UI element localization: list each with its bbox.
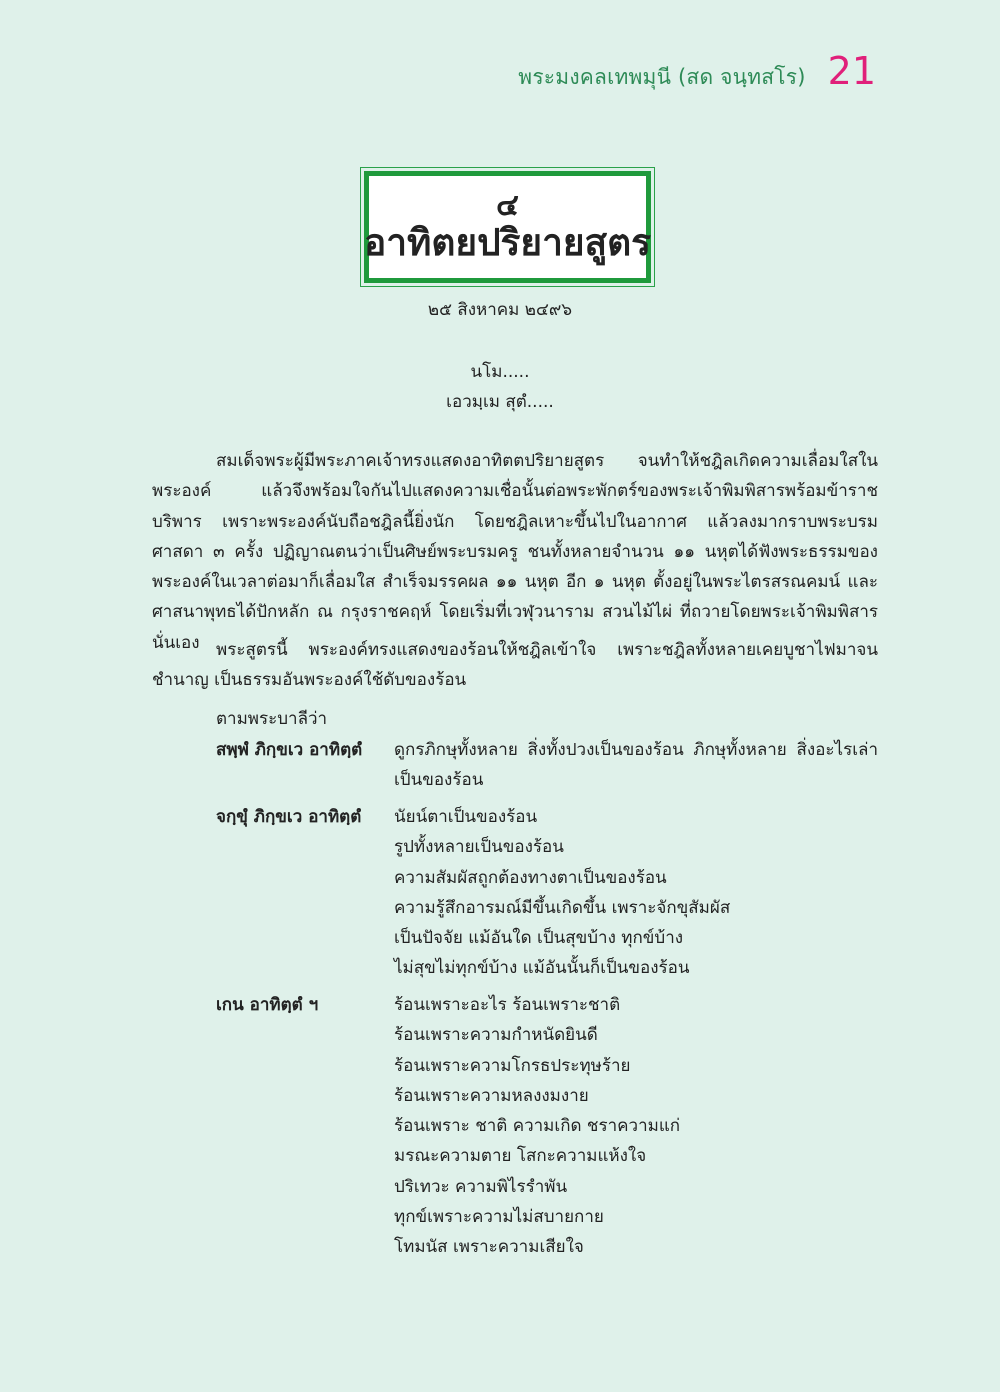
verse-block-2 [216,802,878,990]
verse-line: นัยน์ตาเป็นของร้อน [394,807,538,827]
chapter-title: อาทิตยปริยายสูตร [363,221,652,265]
verse-pali: เกน อาทิตฺตํ ฯ [216,995,319,1015]
running-title: พระมงคลเทพมุนี (สด จนฺทสโร) [518,65,806,89]
paragraph-1: สมเด็จพระผู้มีพระภาคเจ้าทรงแสดงอาทิตตปริยายสูตร จนทำให้ชฎิลเกิดความเลื่อมใสในพระองค์ แล้วจึงพร้อมใจกันไปแสดงความเชื่อนั้นต่อพระพักตร์ของพระเจ้าพิมพิสารพร้อมข้าราชบริพาร เพราะพระองค์นับถือชฎิลนี้ยิ่งนัก โดยชฎิลเหาะขึ้นไปในอากาศ แล้วลงมากราบพระบรมศาสดา ๓ ครั้ง ปฏิญาณตนว่าเป็นศิษย์พระบรมครู ชนทั้งหลายจำนวน ๑๑ นหุตได้ฟังพระธรรมของพระองค์ในเวลาต่อมาก็เลื่อมใส สำเร็จมรรคผล ๑๑ นหุต อีก ๑ นหุต ตั้งอยู่ในพระไตรสรณคมน์ และศาสนาพุทธได้ปักหลัก ณ กรุงราชคฤห์ โดยเริ่มที่เวฬุวนาราม สวนไม้ไผ่ ที่ถวายโดยพระเจ้าพิมพิสารนั่นเอง [152,451,878,653]
invocation-namo: นโม..... [470,362,530,382]
verse-translation [394,735,878,796]
verse-line: รูปทั้งหลายเป็นของร้อน [394,837,564,858]
verse-block-1 [216,735,878,802]
page-number: 21 [827,49,876,93]
verse-line: ดูกรภิกษุทั้งหลาย สิ่งทั้งปวงเป็นของร้อน ภิกษุทั้งหลาย สิ่งอะไรเล่าเป็นของร้อน [394,740,878,791]
verse-pali: จกฺขุํ ภิกฺขเว อาทิตฺตํ [216,807,362,827]
pali-intro: ตามพระบาลีว่า [216,709,328,729]
verse-line: โทมนัส เพราะความเสียใจ [394,1237,584,1258]
verse-translation [394,990,878,1263]
verse-pali: สพฺพํ ภิกฺขเว อาทิตฺตํ [216,740,363,760]
verse-translation [394,802,878,984]
running-header [518,49,876,94]
verse-line: ความสัมผัสถูกต้องทางตาเป็นของร้อน [394,867,667,888]
verse-line: ไม่สุขไม่ทุกข์บ้าง แม้อันนั้นก็เป็นของร้อน [394,958,690,979]
verse-line: ร้อนเพราะ ชาติ ความเกิด ชราความแก่ [394,1116,681,1137]
verse-line: ร้อนเพราะความโกรธประทุษร้าย [394,1055,631,1076]
verse-line: ร้อนเพราะอะไร ร้อนเพราะชาติ [394,995,621,1015]
verse-block-3 [216,990,878,1269]
verse-row [216,735,878,796]
verse-line: ร้อนเพราะความหลงงมงาย [394,1085,589,1106]
verse-line: ปริเทวะ ความพิไรรำพัน [394,1176,568,1197]
invocation-evamme: เอวมฺเม สุตํ..... [446,392,554,412]
verse-line: ความรู้สึกอารมณ์มีขึ้นเกิดขึ้น เพราะจักขุสัมผัส [394,897,731,918]
verse-row [216,802,878,984]
verse-line: มรณะความตาย โสกะความแห้งใจ [394,1146,647,1167]
sermon-date: ๒๕ สิงหาคม ๒๔๙๖ [427,300,573,320]
verse-row [216,990,878,1263]
verse-line: ทุกข์เพราะความไม่สบายกาย [394,1207,604,1228]
verse-line: ร้อนเพราะความกำหนัดยินดี [394,1025,598,1046]
chapter-title-box [360,167,655,287]
chapter-number: ๔ [496,188,519,224]
verse-line: เป็นปัจจัย แม้อันใด เป็นสุขบ้าง ทุกข์บ้าง [394,928,684,949]
chapter-title-inner [364,171,651,283]
paragraph-2: พระสูตรนี้ พระองค์ทรงแสดงของร้อนให้ชฎิลเข้าใจ เพราะชฎิลทั้งหลายเคยบูชาไฟมาจนชำนาญ เป็นธรรมอันพระองค์ใช้ดับของร้อน [152,640,878,691]
